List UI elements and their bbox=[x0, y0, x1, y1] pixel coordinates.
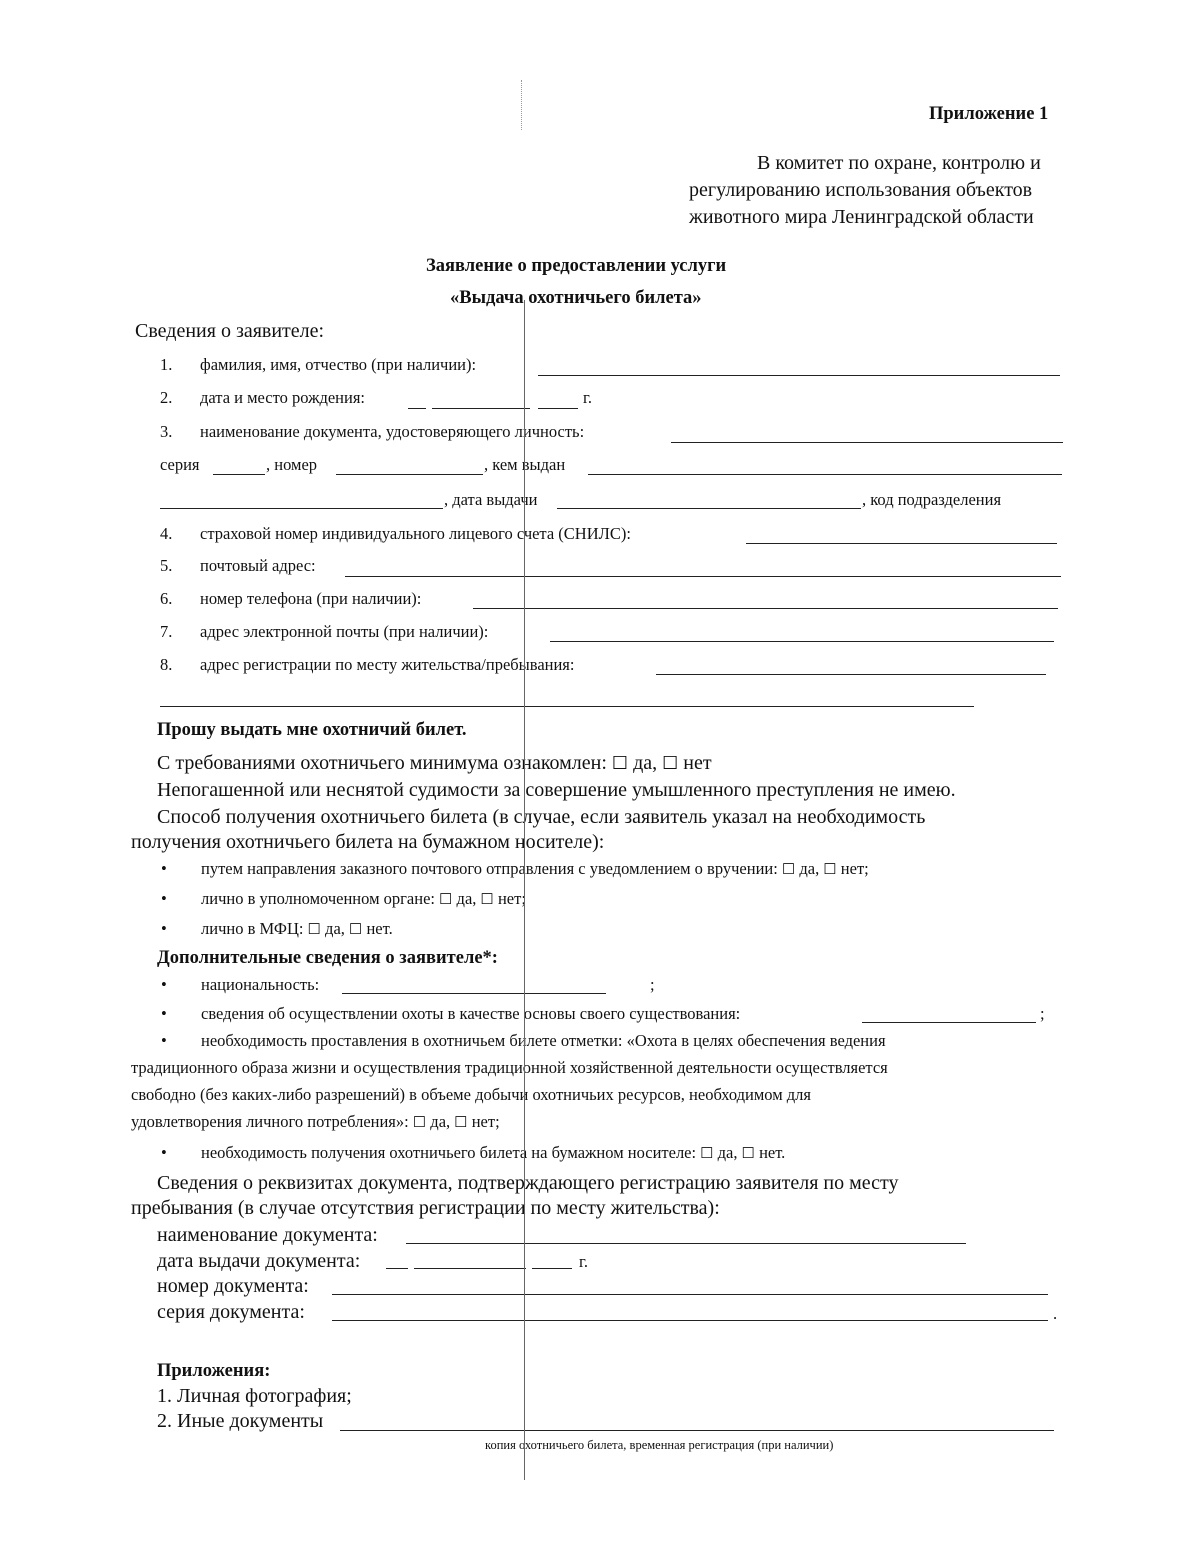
method-mfc-no-checkbox[interactable]: ☐ bbox=[349, 920, 363, 938]
field-6-line[interactable] bbox=[473, 608, 1058, 609]
reg-doc-number-label: номер документа: bbox=[157, 1275, 309, 1297]
field-6-label: 6. номер телефона (при наличии): bbox=[160, 589, 422, 608]
registration-intro-1: Сведения о реквизитах документа, подтверждающего регистрацию заявителя по месту bbox=[157, 1172, 899, 1194]
field-2-year-line[interactable] bbox=[538, 408, 578, 409]
field-2-month-line[interactable] bbox=[432, 408, 530, 409]
nationality-label: • национальность: bbox=[161, 975, 320, 994]
field-3-label: 3. наименование документа, удостоверяющего личность: bbox=[160, 422, 585, 441]
method-mail-yes-checkbox[interactable]: ☐ bbox=[781, 860, 796, 878]
hunting-basis-semicolon: ; bbox=[1040, 1004, 1045, 1023]
paper-ticket: • необходимость получения охотничьего билета на бумажном носителе: ☐ да, ☐ нет. bbox=[161, 1143, 786, 1162]
method-mail-no-checkbox[interactable]: ☐ bbox=[823, 860, 837, 878]
number-label: , номер bbox=[266, 455, 318, 474]
issued-by-line[interactable] bbox=[588, 474, 1062, 475]
field-4-line[interactable] bbox=[746, 543, 1057, 544]
title-line-2: «Выдача охотничьего билета» bbox=[450, 288, 702, 308]
mark-yes-checkbox[interactable]: ☐ bbox=[412, 1113, 427, 1131]
mark-no-checkbox[interactable]: ☐ bbox=[454, 1113, 468, 1131]
method-intro-line-2: получения охотничьего билета на бумажном носителе): bbox=[131, 831, 605, 853]
minimum-statement: С требованиями охотничьего минимума ознакомлен: ☐ да, ☐ нет bbox=[157, 752, 712, 774]
attachment-other-hint: копия охотничьего билета, временная регистрация (при наличии) bbox=[485, 1438, 834, 1452]
issued-by-line-2[interactable] bbox=[160, 508, 443, 509]
reg-issue-year-suffix: г. bbox=[579, 1252, 589, 1271]
attachment-other: 2. Иные документы bbox=[157, 1410, 324, 1432]
reg-issue-date-label: дата выдачи документа: bbox=[157, 1250, 361, 1272]
issue-date-label: , дата выдачи bbox=[444, 490, 538, 509]
hunting-basis-label: • сведения об осуществлении охоты в качестве основы своего существования: bbox=[161, 1004, 741, 1023]
method-authority: • лично в уполномоченном органе: ☐ да, ☐ нет; bbox=[161, 889, 526, 908]
method-authority-yes-checkbox[interactable]: ☐ bbox=[439, 890, 453, 908]
nationality-semicolon: ; bbox=[650, 975, 655, 994]
field-2-day-line[interactable] bbox=[408, 408, 426, 409]
field-7-label: 7. адрес электронной почты (при наличии): bbox=[160, 622, 489, 641]
issue-date-line[interactable] bbox=[557, 508, 861, 509]
title-line-1: Заявление о предоставлении услуги bbox=[426, 256, 727, 276]
method-mfc-yes-checkbox[interactable]: ☐ bbox=[307, 920, 321, 938]
conviction-statement: Непогашенной или неснятой судимости за совершение умышленного преступления не имею. bbox=[157, 779, 956, 801]
field-8-label: 8. адрес регистрации по месту жительства/пребывания: bbox=[160, 655, 575, 674]
appendix-label: Приложение 1 bbox=[929, 104, 1049, 124]
field-3-line[interactable] bbox=[671, 442, 1063, 443]
reg-issue-year-line[interactable] bbox=[532, 1268, 572, 1269]
field-2-label: 2. дата и место рождения: bbox=[160, 388, 366, 407]
reg-doc-name-line[interactable] bbox=[406, 1243, 966, 1244]
field-5-line[interactable] bbox=[345, 576, 1061, 577]
series-line[interactable] bbox=[213, 474, 265, 475]
minimum-yes-checkbox[interactable]: ☐ bbox=[611, 753, 629, 774]
scan-fold-mark-top bbox=[521, 80, 522, 130]
reg-issue-day-line[interactable] bbox=[386, 1268, 408, 1269]
request-text: Прошу выдать мне охотничий билет. bbox=[157, 720, 467, 740]
method-mail: • путем направления заказного почтового отправления с уведомлением о вручении: ☐ да, ☐ нет; bbox=[161, 859, 869, 878]
field-2-year-suffix: г. bbox=[583, 388, 593, 407]
paper-yes-checkbox[interactable]: ☐ bbox=[700, 1144, 714, 1162]
reg-issue-month-line[interactable] bbox=[414, 1268, 526, 1269]
addressee-line-2: регулированию использования объектов bbox=[689, 179, 1033, 201]
nationality-line[interactable] bbox=[342, 993, 606, 994]
field-7-line[interactable] bbox=[550, 641, 1054, 642]
paper-no-checkbox[interactable]: ☐ bbox=[741, 1144, 755, 1162]
field-1-label: 1. фамилия, имя, отчество (при наличии): bbox=[160, 355, 477, 374]
number-line[interactable] bbox=[336, 474, 483, 475]
reg-doc-series-line[interactable] bbox=[332, 1320, 1048, 1321]
method-authority-no-checkbox[interactable]: ☐ bbox=[480, 890, 494, 908]
field-4-label: 4. страховой номер индивидуального лицевого счета (СНИЛС): bbox=[160, 524, 631, 543]
issued-by-label: , кем выдан bbox=[484, 455, 566, 474]
attachment-photo: 1. Личная фотография; bbox=[157, 1385, 352, 1407]
field-5-label: 5. почтовый адрес: bbox=[160, 556, 316, 575]
scan-fold-line bbox=[524, 300, 525, 1480]
registration-intro-2: пребывания (в случае отсутствия регистрации по месту жительства): bbox=[131, 1197, 720, 1219]
mark-line-2: традиционного образа жизни и осуществления традиционной хозяйственной деятельности осуществляется bbox=[131, 1058, 888, 1077]
method-mfc: • лично в МФЦ: ☐ да, ☐ нет. bbox=[161, 919, 393, 938]
addressee-line-1: В комитет по охране, контролю и bbox=[757, 152, 1041, 174]
hunting-basis-line[interactable] bbox=[862, 1022, 1036, 1023]
mark-line-4: удовлетворения личного потребления»: ☐ да, ☐ нет; bbox=[131, 1112, 500, 1131]
reg-doc-number-line[interactable] bbox=[332, 1294, 1048, 1295]
reg-doc-name-label: наименование документа: bbox=[157, 1224, 378, 1246]
series-label: серия bbox=[160, 455, 200, 474]
attachment-other-line[interactable] bbox=[340, 1430, 1054, 1431]
mark-line-3: свободно (без каких-либо разрешений) в объеме добычи охотничьих ресурсов, необходимом для bbox=[131, 1085, 812, 1104]
reg-doc-series-period: . bbox=[1053, 1304, 1058, 1323]
attachments-heading: Приложения: bbox=[157, 1361, 271, 1381]
reg-doc-series-label: серия документа: bbox=[157, 1301, 305, 1323]
addressee-line-3: животного мира Ленинградской области bbox=[689, 206, 1034, 228]
additional-heading: Дополнительные сведения о заявителе*: bbox=[157, 948, 498, 968]
minimum-no-checkbox[interactable]: ☐ bbox=[662, 753, 679, 774]
method-intro-line-1: Способ получения охотничьего билета (в случае, если заявитель указал на необходимость bbox=[157, 806, 926, 828]
unit-code-label: , код подразделения bbox=[862, 490, 1002, 509]
mark-line-1: • необходимость проставления в охотничьем билете отметки: «Охота в целях обеспечения ведения bbox=[161, 1031, 886, 1050]
field-8-line[interactable] bbox=[656, 674, 1046, 675]
applicant-heading: Сведения о заявителе: bbox=[135, 320, 325, 342]
field-1-line[interactable] bbox=[538, 375, 1060, 376]
field-8-line-2[interactable] bbox=[160, 706, 974, 707]
